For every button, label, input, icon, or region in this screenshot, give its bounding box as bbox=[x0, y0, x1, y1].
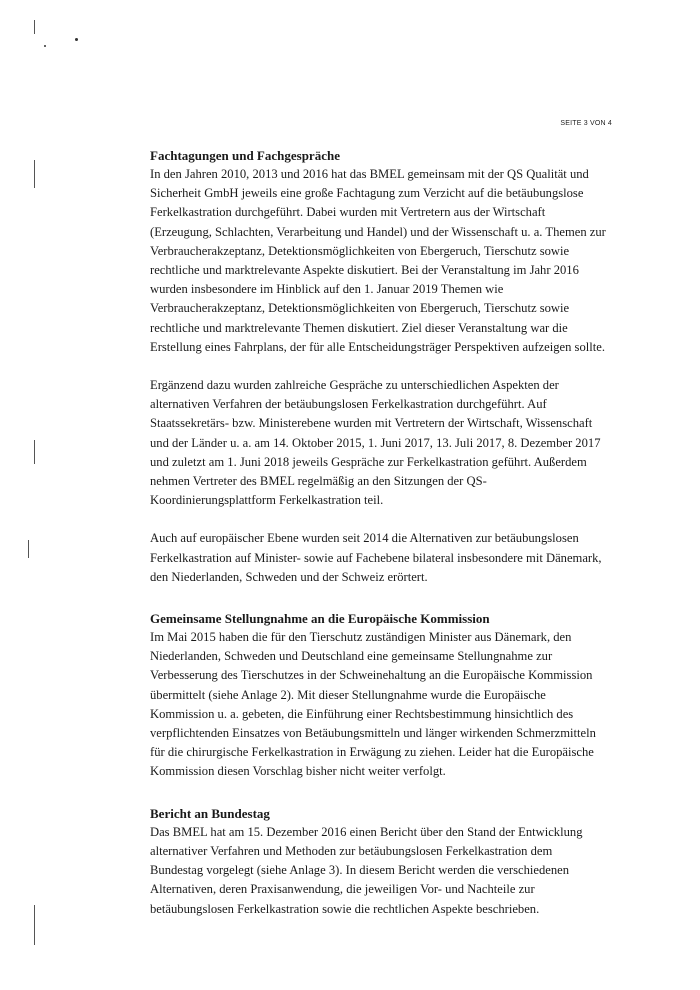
paragraph: Ergänzend dazu wurden zahlreiche Gespräche zu unterschiedlichen Aspekten der alternativen Verfahren der betäubungslosen Ferkelkastration durchgeführt. Auf Staatssekretärs- bzw. Ministerebene wurden mit Vertretern der Wirtschaft, Wissenschaft und der Länder u. a. am 14. Oktober 2015, 1. Juni 2017, 13. Juli 2017, 8. Dezember 2017 und zuletzt am 1. Juni 2018 jeweils Gespräche zur Ferkelkastration geführt. Außerdem nehmen Vertreter des BMEL regelmäßig an den Sitzungen der QS-Koordinierungsplattform Ferkelkastration teil. bbox=[150, 378, 601, 508]
section-heading: Gemeinsame Stellungnahme an die Europäische Kommission bbox=[150, 611, 490, 627]
section-fachtagungen bbox=[150, 146, 606, 587]
section-heading: Bericht an Bundestag bbox=[150, 805, 270, 821]
scan-speck bbox=[44, 45, 46, 47]
scan-edge-line bbox=[34, 905, 35, 945]
paragraph: In den Jahren 2010, 2013 und 2016 hat das BMEL gemeinsam mit der QS Qualität und Sicherheit GmbH jeweils eine große Fachtagung zum Verzicht auf die betäubungslose Ferkelkastration durchgeführt. Dabei wurden mit Vertretern aus der Wirtschaft (Erzeugung, Schlachten, Verarbeitung und Handel) und der Wissenschaft u. a. Themen zur Verbraucherakzeptanz, Detektionsmöglichkeiten von Ebergeruch, Tierschutz sowie rechtliche und marktrelevante Aspekte diskutiert. Bei der Veranstaltung im Jahr 2016 wurden insbesondere im Hinblick auf den 1. Januar 2019 Themen wie Verbraucherakzeptanz, Detektionsmöglichkeiten von Ebergeruch, Tierschutz sowie rechtliche und marktrelevante Themen diskutiert. Ziel dieser Veranstaltung war die Erstellung eines Fahrplans, der für alle Entscheidungsträger Perspektiven aufzeigen sollte. bbox=[150, 167, 606, 354]
scan-edge-line bbox=[28, 540, 29, 558]
scan-edge-line bbox=[34, 160, 35, 188]
document-body bbox=[150, 146, 606, 941]
page-number: SEITE 3 VON 4 bbox=[560, 120, 612, 127]
scan-speck bbox=[75, 38, 78, 41]
section-stellungnahme bbox=[150, 609, 606, 782]
section-heading: Fachtagungen und Fachgespräche bbox=[150, 148, 340, 163]
scan-edge-line bbox=[34, 440, 35, 464]
scan-edge-line bbox=[34, 20, 35, 34]
paragraph: Das BMEL hat am 15. Dezember 2016 einen Bericht über den Stand der Entwicklung alternativer Verfahren und Methoden zur betäubungslosen Ferkelkastration dem Bundestag vorgelegt (siehe Anlage 3). In diesem Bericht werden die verschiedenen Alternativen, deren Praxisanwendung, die jeweiligen Vor- und Nachteile zur betäubungslosen Ferkelkastration sowie die rechtlichen Aspekte beschrieben. bbox=[150, 824, 583, 916]
section-bericht bbox=[150, 804, 606, 919]
paragraph: Im Mai 2015 haben die für den Tierschutz zuständigen Minister aus Dänemark, den Niederlanden, Schweden und Deutschland eine gemeinsame Stellungnahme zur Verbesserung des Tierschutzes in der Schweinehaltung an die Europäische Kommission übermittelt (siehe Anlage 2). Mit dieser Stellungnahme wurde die Europäische Kommission u. a. gebeten, die Einführung einer Rechtsbestimmung hinsichtlich des verpflichtenden Einsatzes von Betäubungsmitteln und länger wirkenden Schmerzmitteln für die chirurgische Ferkelkastration in Erwägung zu ziehen. Leider hat die Europäische Kommission diesen Vorschlag bisher nicht weiter verfolgt. bbox=[150, 630, 596, 779]
paragraph: Auch auf europäischer Ebene wurden seit 2014 die Alternativen zur betäubungslosen Ferkelkastration auf Minister- sowie auf Fachebene bilateral insbesondere mit Dänemark, den Niederlanden, Schweden und der Schweiz erörtert. bbox=[150, 531, 602, 584]
